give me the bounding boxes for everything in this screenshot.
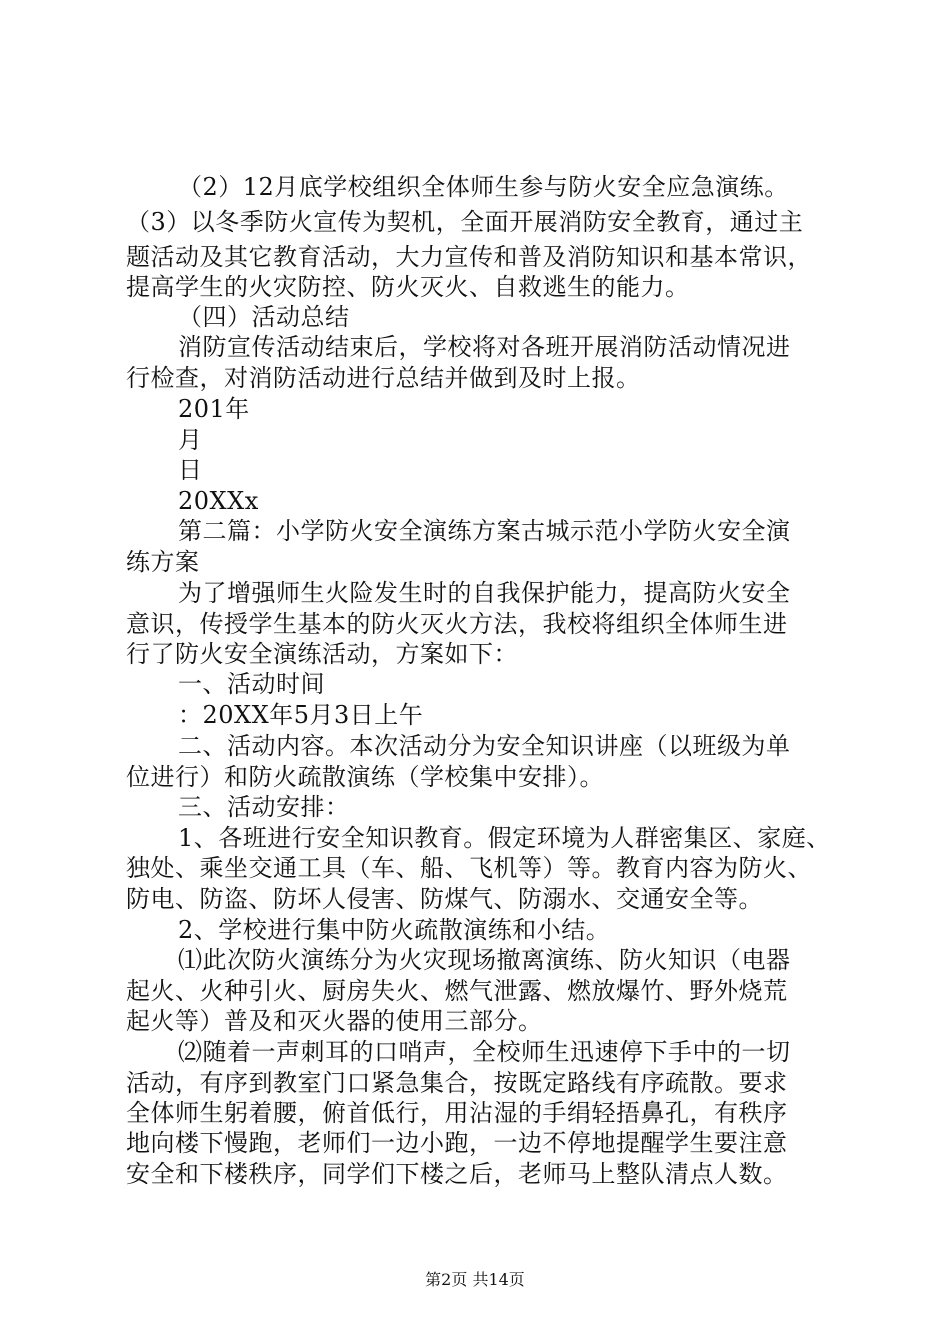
section-heading: （四）活动总结 xyxy=(178,303,350,331)
text-line: 提高学生的火灾防控、防火灭火、自救逃生的能力。 xyxy=(126,273,690,301)
text-line: 位进行）和防火疏散演练（学校集中安排）。 xyxy=(126,763,604,791)
date-code: 20XXx xyxy=(178,487,259,515)
text-line: 1、各班进行安全知识教育。假定环境为人群密集区、家庭、 xyxy=(178,824,831,852)
text-line: 意识，传授学生基本的防火灭火方法，我校将组织全体师生进 xyxy=(126,610,788,638)
text-line: 活动，有序到教室门口紧急集合，按既定路线有序疏散。要求 xyxy=(126,1069,788,1097)
text-line: 起火、火种引火、厨房失火、燃气泄露、燃放爆竹、野外烧荒 xyxy=(126,977,788,1005)
text-line: 行了防火安全演练活动，方案如下： xyxy=(126,640,518,668)
page-footer xyxy=(0,1270,950,1290)
section-heading: 三、活动安排： xyxy=(178,793,350,821)
text-line: 地向楼下慢跑，老师们一边小跑，一边不停地提醒学生要注意 xyxy=(126,1129,788,1157)
text-line: 全体师生躬着腰，俯首低行，用沾湿的手绢轻捂鼻孔，有秩序 xyxy=(126,1099,788,1127)
text-line: 二、活动内容。本次活动分为安全知识讲座（以班级为单 xyxy=(178,732,791,760)
text-line: 消防宣传活动结束后，学校将对各班开展消防活动情况进 xyxy=(178,333,791,361)
text-line: ：20XX年5月3日上午 xyxy=(178,701,424,729)
text-line: 防电、防盗、防坏人侵害、防煤气、防溺水、交通安全等。 xyxy=(126,885,763,913)
text-line: 行检查，对消防活动进行总结并做到及时上报。 xyxy=(126,364,641,392)
date-month: 月 xyxy=(178,426,203,454)
text-line: 独处、乘坐交通工具（车、船、飞机等）等。教育内容为防火、 xyxy=(126,854,812,882)
section-heading: 一、活动时间 xyxy=(178,670,325,698)
text-line: 安全和下楼秩序，同学们下楼之后，老师马上整队清点人数。 xyxy=(126,1160,788,1188)
date-year: 201年 xyxy=(178,395,250,423)
text-line: ⑴此次防火演练分为火灾现场撤离演练、防火知识（电器 xyxy=(178,946,791,974)
text-line: （3）以冬季防火宣传为契机，全面开展消防安全教育，通过主 xyxy=(126,208,804,236)
page-number-label: 第2页 共14页 xyxy=(425,1270,525,1289)
text-line: ⑵随着一声刺耳的口哨声，全校师生迅速停下手中的一切 xyxy=(178,1038,791,1066)
date-day: 日 xyxy=(178,456,203,484)
chapter-title: 第二篇：小学防火安全演练方案古城示范小学防火安全演 xyxy=(178,517,791,545)
text-line: 为了增强师生火险发生时的自我保护能力，提高防火安全 xyxy=(178,579,791,607)
text-line: （2）12月底学校组织全体师生参与防火安全应急演练。 xyxy=(178,173,789,201)
text-line: 题活动及其它教育活动，大力宣传和普及消防知识和基本常识， xyxy=(126,243,812,271)
chapter-title: 练方案 xyxy=(126,548,200,576)
text-line: 起火等）普及和灭火器的使用三部分。 xyxy=(126,1007,543,1035)
text-line: 2、学校进行集中防火疏散演练和小结。 xyxy=(178,916,611,944)
